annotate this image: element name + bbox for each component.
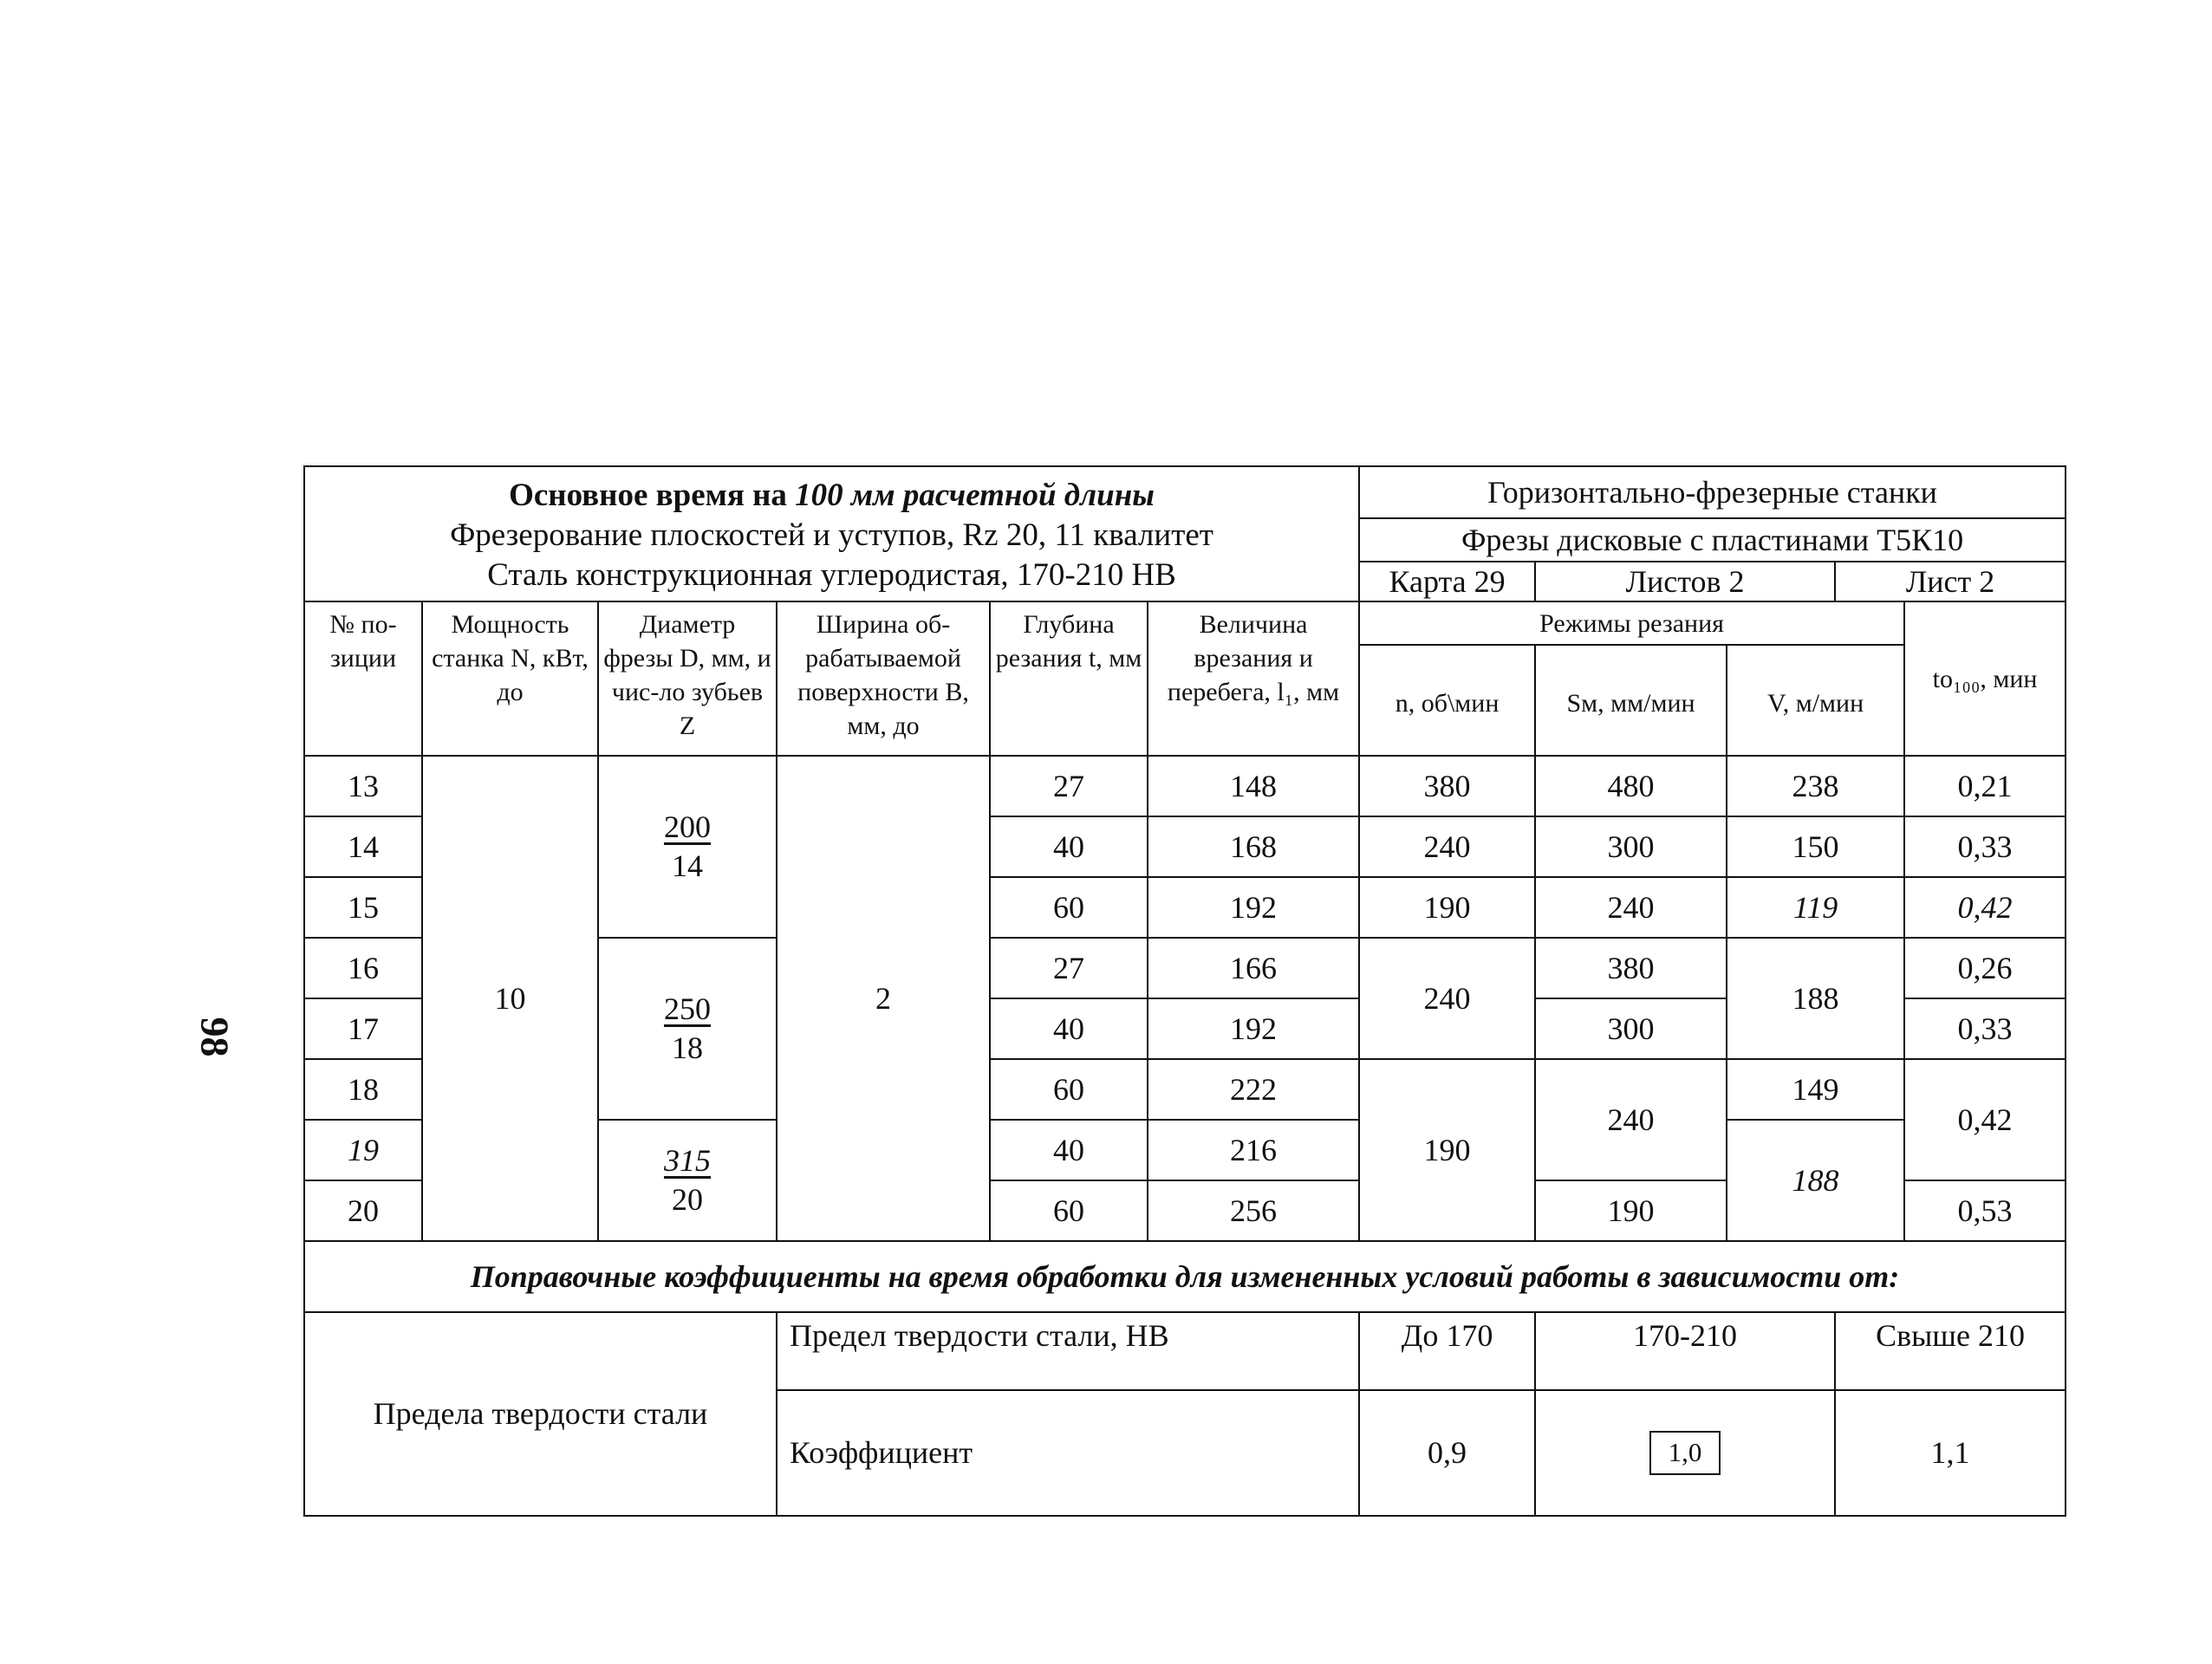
n-cell: 190	[1359, 877, 1535, 938]
card-number: Карта 29	[1359, 562, 1535, 601]
col-cutting-modes: Режимы резания	[1359, 601, 1904, 645]
col-time: to₁₀₀, мин	[1904, 601, 2066, 756]
sm-cell: 240	[1535, 1059, 1727, 1180]
table-row-pos: 20	[304, 1180, 422, 1241]
diameter-1: 200	[664, 809, 711, 844]
col-power: Мощность станка N, кВт, до	[422, 601, 598, 756]
col-depth: Глубина резания t, мм	[990, 601, 1148, 756]
time-cell: 0,42	[1904, 877, 2066, 938]
diameter-2: 250	[664, 991, 711, 1026]
col-spindle-speed: n, об\мин	[1359, 645, 1535, 756]
depth-cell: 40	[990, 816, 1148, 877]
overrun-cell: 222	[1148, 1059, 1359, 1120]
sm-cell: 190	[1535, 1180, 1727, 1241]
sm-cell: 240	[1535, 877, 1727, 938]
col-feed: Sм, мм/мин	[1535, 645, 1727, 756]
diameter-group-3	[598, 1120, 777, 1241]
hardness-limit-label: Предел твердости стали, НВ	[777, 1312, 1359, 1390]
hardness-range-3: Свыше 210	[1835, 1312, 2066, 1390]
depth-cell: 60	[990, 877, 1148, 938]
time-cell: 0,26	[1904, 938, 2066, 998]
v-cell: 188	[1727, 1120, 1904, 1241]
teeth-1: 14	[672, 848, 703, 883]
n-cell: 380	[1359, 756, 1535, 816]
sm-cell: 300	[1535, 998, 1727, 1059]
hardness-range-1: До 170	[1359, 1312, 1535, 1390]
table-row-pos: 18	[304, 1059, 422, 1120]
diameter-group-2	[598, 938, 777, 1120]
table-row-pos: 16	[304, 938, 422, 998]
depth-cell: 60	[990, 1059, 1148, 1120]
sm-cell: 380	[1535, 938, 1727, 998]
width-value: 2	[777, 756, 990, 1241]
depth-cell: 40	[990, 998, 1148, 1059]
depth-cell: 40	[990, 1120, 1148, 1180]
subtitle-line2: Сталь конструкционная углеродистая, 170-210 HB	[487, 557, 1176, 594]
coefficient-1: 0,9	[1359, 1390, 1535, 1516]
v-cell: 188	[1727, 938, 1904, 1059]
overrun-cell: 168	[1148, 816, 1359, 877]
n-cell: 240	[1359, 816, 1535, 877]
n-cell: 240	[1359, 938, 1535, 1059]
coefficient-3: 1,1	[1835, 1390, 2066, 1516]
col-overrun: Величина врезания и перебега, l₁, мм	[1148, 601, 1359, 756]
table-row-pos: 15	[304, 877, 422, 938]
col-position: № по-зиции	[304, 601, 422, 756]
subtitle-line1: Фрезерование плоскостей и уступов, Rz 20, 11 квалитет	[450, 517, 1213, 553]
overrun-cell: 192	[1148, 877, 1359, 938]
sheet-number: Лист 2	[1835, 562, 2066, 601]
col-speed: V, м/мин	[1727, 645, 1904, 756]
overrun-cell: 256	[1148, 1180, 1359, 1241]
teeth-3: 20	[672, 1182, 703, 1217]
table-row-pos: 14	[304, 816, 422, 877]
time-cell: 0,42	[1904, 1059, 2066, 1180]
page-number: 98	[192, 1017, 237, 1057]
col-width: Ширина об-рабатываемой поверхности В, мм, до	[777, 601, 990, 756]
v-cell: 238	[1727, 756, 1904, 816]
table-row-pos: 19	[304, 1120, 422, 1180]
col-diameter: Диаметр фрезы D, мм, и чис-ло зубьев Z	[598, 601, 777, 756]
overrun-cell: 148	[1148, 756, 1359, 816]
correction-title: Поправочные коэффициенты на время обработки для измененных условий работы в зависимости от:	[304, 1241, 2066, 1312]
diameter-3: 315	[664, 1143, 711, 1178]
depth-cell: 27	[990, 756, 1148, 816]
time-cell: 0,33	[1904, 998, 2066, 1059]
v-cell: 149	[1727, 1059, 1904, 1120]
time-cell: 0,53	[1904, 1180, 2066, 1241]
time-cell: 0,33	[1904, 816, 2066, 877]
cutter-type: Фрезы дисковые с пластинами Т5К10	[1359, 518, 2066, 562]
v-cell: 150	[1727, 816, 1904, 877]
coefficient-2-cell	[1535, 1390, 1835, 1516]
power-value: 10	[422, 756, 598, 1241]
time-cell: 0,21	[1904, 756, 2066, 816]
overrun-cell: 216	[1148, 1120, 1359, 1180]
n-cell: 190	[1359, 1059, 1535, 1241]
overrun-cell: 192	[1148, 998, 1359, 1059]
diameter-group-1	[598, 756, 777, 938]
teeth-2: 18	[672, 1030, 703, 1065]
coefficient-label: Коэффициент	[777, 1390, 1359, 1516]
correction-factor: Предела твердости стали	[304, 1312, 777, 1516]
table-row-pos: 13	[304, 756, 422, 816]
coefficient-2: 1,0	[1649, 1431, 1721, 1475]
depth-cell: 27	[990, 938, 1148, 998]
depth-cell: 60	[990, 1180, 1148, 1241]
overrun-cell: 166	[1148, 938, 1359, 998]
title-part1: Основное время на	[509, 477, 796, 513]
sm-cell: 480	[1535, 756, 1727, 816]
table-row-pos: 17	[304, 998, 422, 1059]
machine-type: Горизонтально-фрезерные станки	[1359, 466, 2066, 518]
title-part2: 100 мм расчетной длины	[795, 477, 1155, 513]
sm-cell: 300	[1535, 816, 1727, 877]
v-cell: 119	[1727, 877, 1904, 938]
hardness-range-2: 170-210	[1535, 1312, 1835, 1390]
norm-card-table	[303, 465, 2065, 1515]
card-title-block	[304, 466, 1359, 601]
sheets-count: Листов 2	[1535, 562, 1835, 601]
